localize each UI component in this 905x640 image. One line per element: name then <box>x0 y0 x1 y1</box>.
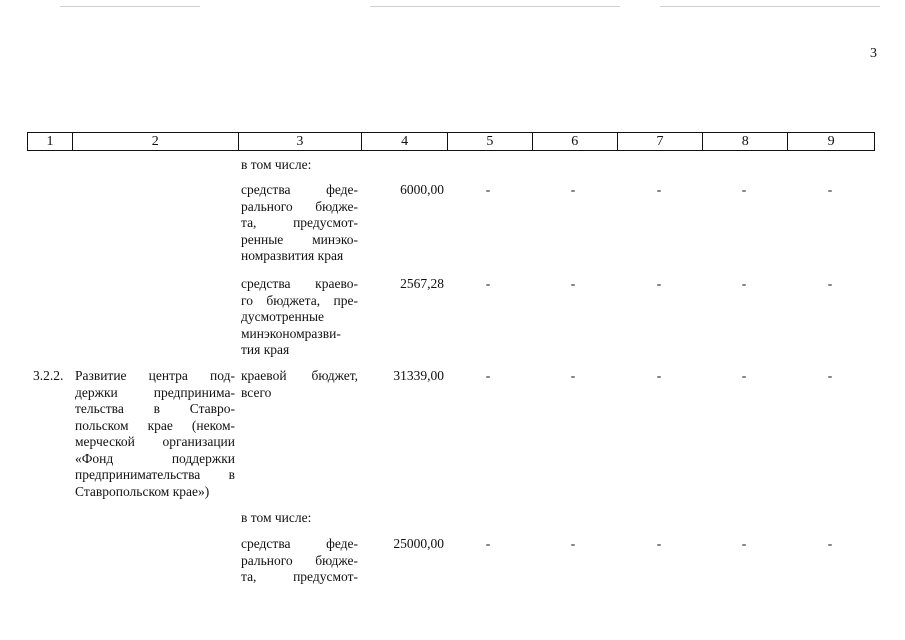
source-line: краевой бюджет, <box>241 368 358 383</box>
name-line: держки предпринима- <box>75 384 235 400</box>
header-col-4: 4 <box>362 133 448 150</box>
dash-col-9: - <box>827 276 833 291</box>
source-cell <box>241 368 358 401</box>
source-cell <box>241 510 361 527</box>
table-header <box>27 132 875 151</box>
source-cell <box>241 536 358 586</box>
name-line: Ставропольском крае») <box>75 483 210 499</box>
source-line: дусмотренные <box>241 309 325 324</box>
page-number: 3 <box>870 46 877 61</box>
amount-cell: 2567,28 <box>400 276 444 291</box>
source-line: средства краево- <box>241 276 358 291</box>
name-line: тельства в Ставро- <box>75 401 235 416</box>
dash-col-9: - <box>827 182 833 197</box>
dash-col-9: - <box>827 536 833 551</box>
dash-col-8: - <box>741 276 747 291</box>
source-line: всего <box>241 384 272 400</box>
name-line: польском крае (неком- <box>75 417 235 433</box>
header-col-5: 5 <box>448 133 533 150</box>
source-line: тия края <box>241 342 290 357</box>
header-col-1: 1 <box>28 133 73 150</box>
amount-cell: 25000,00 <box>393 536 444 551</box>
source-line: ренные минэко- <box>241 231 358 247</box>
source-text: в том числе: <box>241 157 312 172</box>
dash-col-6: - <box>570 276 576 291</box>
dash-col-5: - <box>485 182 491 197</box>
header-col-6: 6 <box>533 133 618 150</box>
dash-col-5: - <box>485 368 491 383</box>
dash-col-7: - <box>656 368 662 383</box>
dash-col-6: - <box>570 368 576 383</box>
scan-artifact <box>370 6 620 7</box>
source-line: рального бюдже- <box>241 552 358 568</box>
source-cell <box>241 157 361 174</box>
source-line: го бюджета, пре- <box>241 292 358 308</box>
dash-col-7: - <box>656 536 662 551</box>
source-line: та, предусмот- <box>241 569 358 584</box>
name-line: «Фонд поддержки <box>75 450 235 466</box>
source-line: минэкономразви- <box>241 325 341 341</box>
source-line: та, предусмот- <box>241 215 358 230</box>
code-cell: 3.2.2. <box>33 368 64 383</box>
dash-col-8: - <box>741 368 747 383</box>
amount-cell: 6000,00 <box>400 182 444 197</box>
dash-col-9: - <box>827 368 833 383</box>
header-col-8: 8 <box>703 133 788 150</box>
scan-artifact <box>660 6 880 7</box>
dash-col-6: - <box>570 536 576 551</box>
dash-col-5: - <box>485 536 491 551</box>
source-text: в том числе: <box>241 510 312 525</box>
dash-col-5: - <box>485 276 491 291</box>
dash-col-7: - <box>656 182 662 197</box>
name-line: предпринимательства в <box>75 467 235 482</box>
header-col-2: 2 <box>73 133 239 150</box>
header-col-7: 7 <box>618 133 704 150</box>
scan-artifact <box>60 6 200 7</box>
name-line: мерческой организации <box>75 434 235 449</box>
dash-col-8: - <box>741 536 747 551</box>
source-line: средства феде- <box>241 536 358 551</box>
source-line: средства феде- <box>241 182 358 197</box>
name-line: Развитие центра под- <box>75 368 235 383</box>
source-line: рального бюдже- <box>241 198 358 214</box>
amount-cell: 31339,00 <box>393 368 444 383</box>
header-col-9: 9 <box>827 134 835 149</box>
dash-col-8: - <box>741 182 747 197</box>
header-col-3: 3 <box>239 133 363 150</box>
source-cell <box>241 182 358 265</box>
source-line: номразвития края <box>241 248 344 263</box>
dash-col-6: - <box>570 182 576 197</box>
name-cell <box>75 368 235 500</box>
dash-col-7: - <box>656 276 662 291</box>
source-cell <box>241 276 358 359</box>
